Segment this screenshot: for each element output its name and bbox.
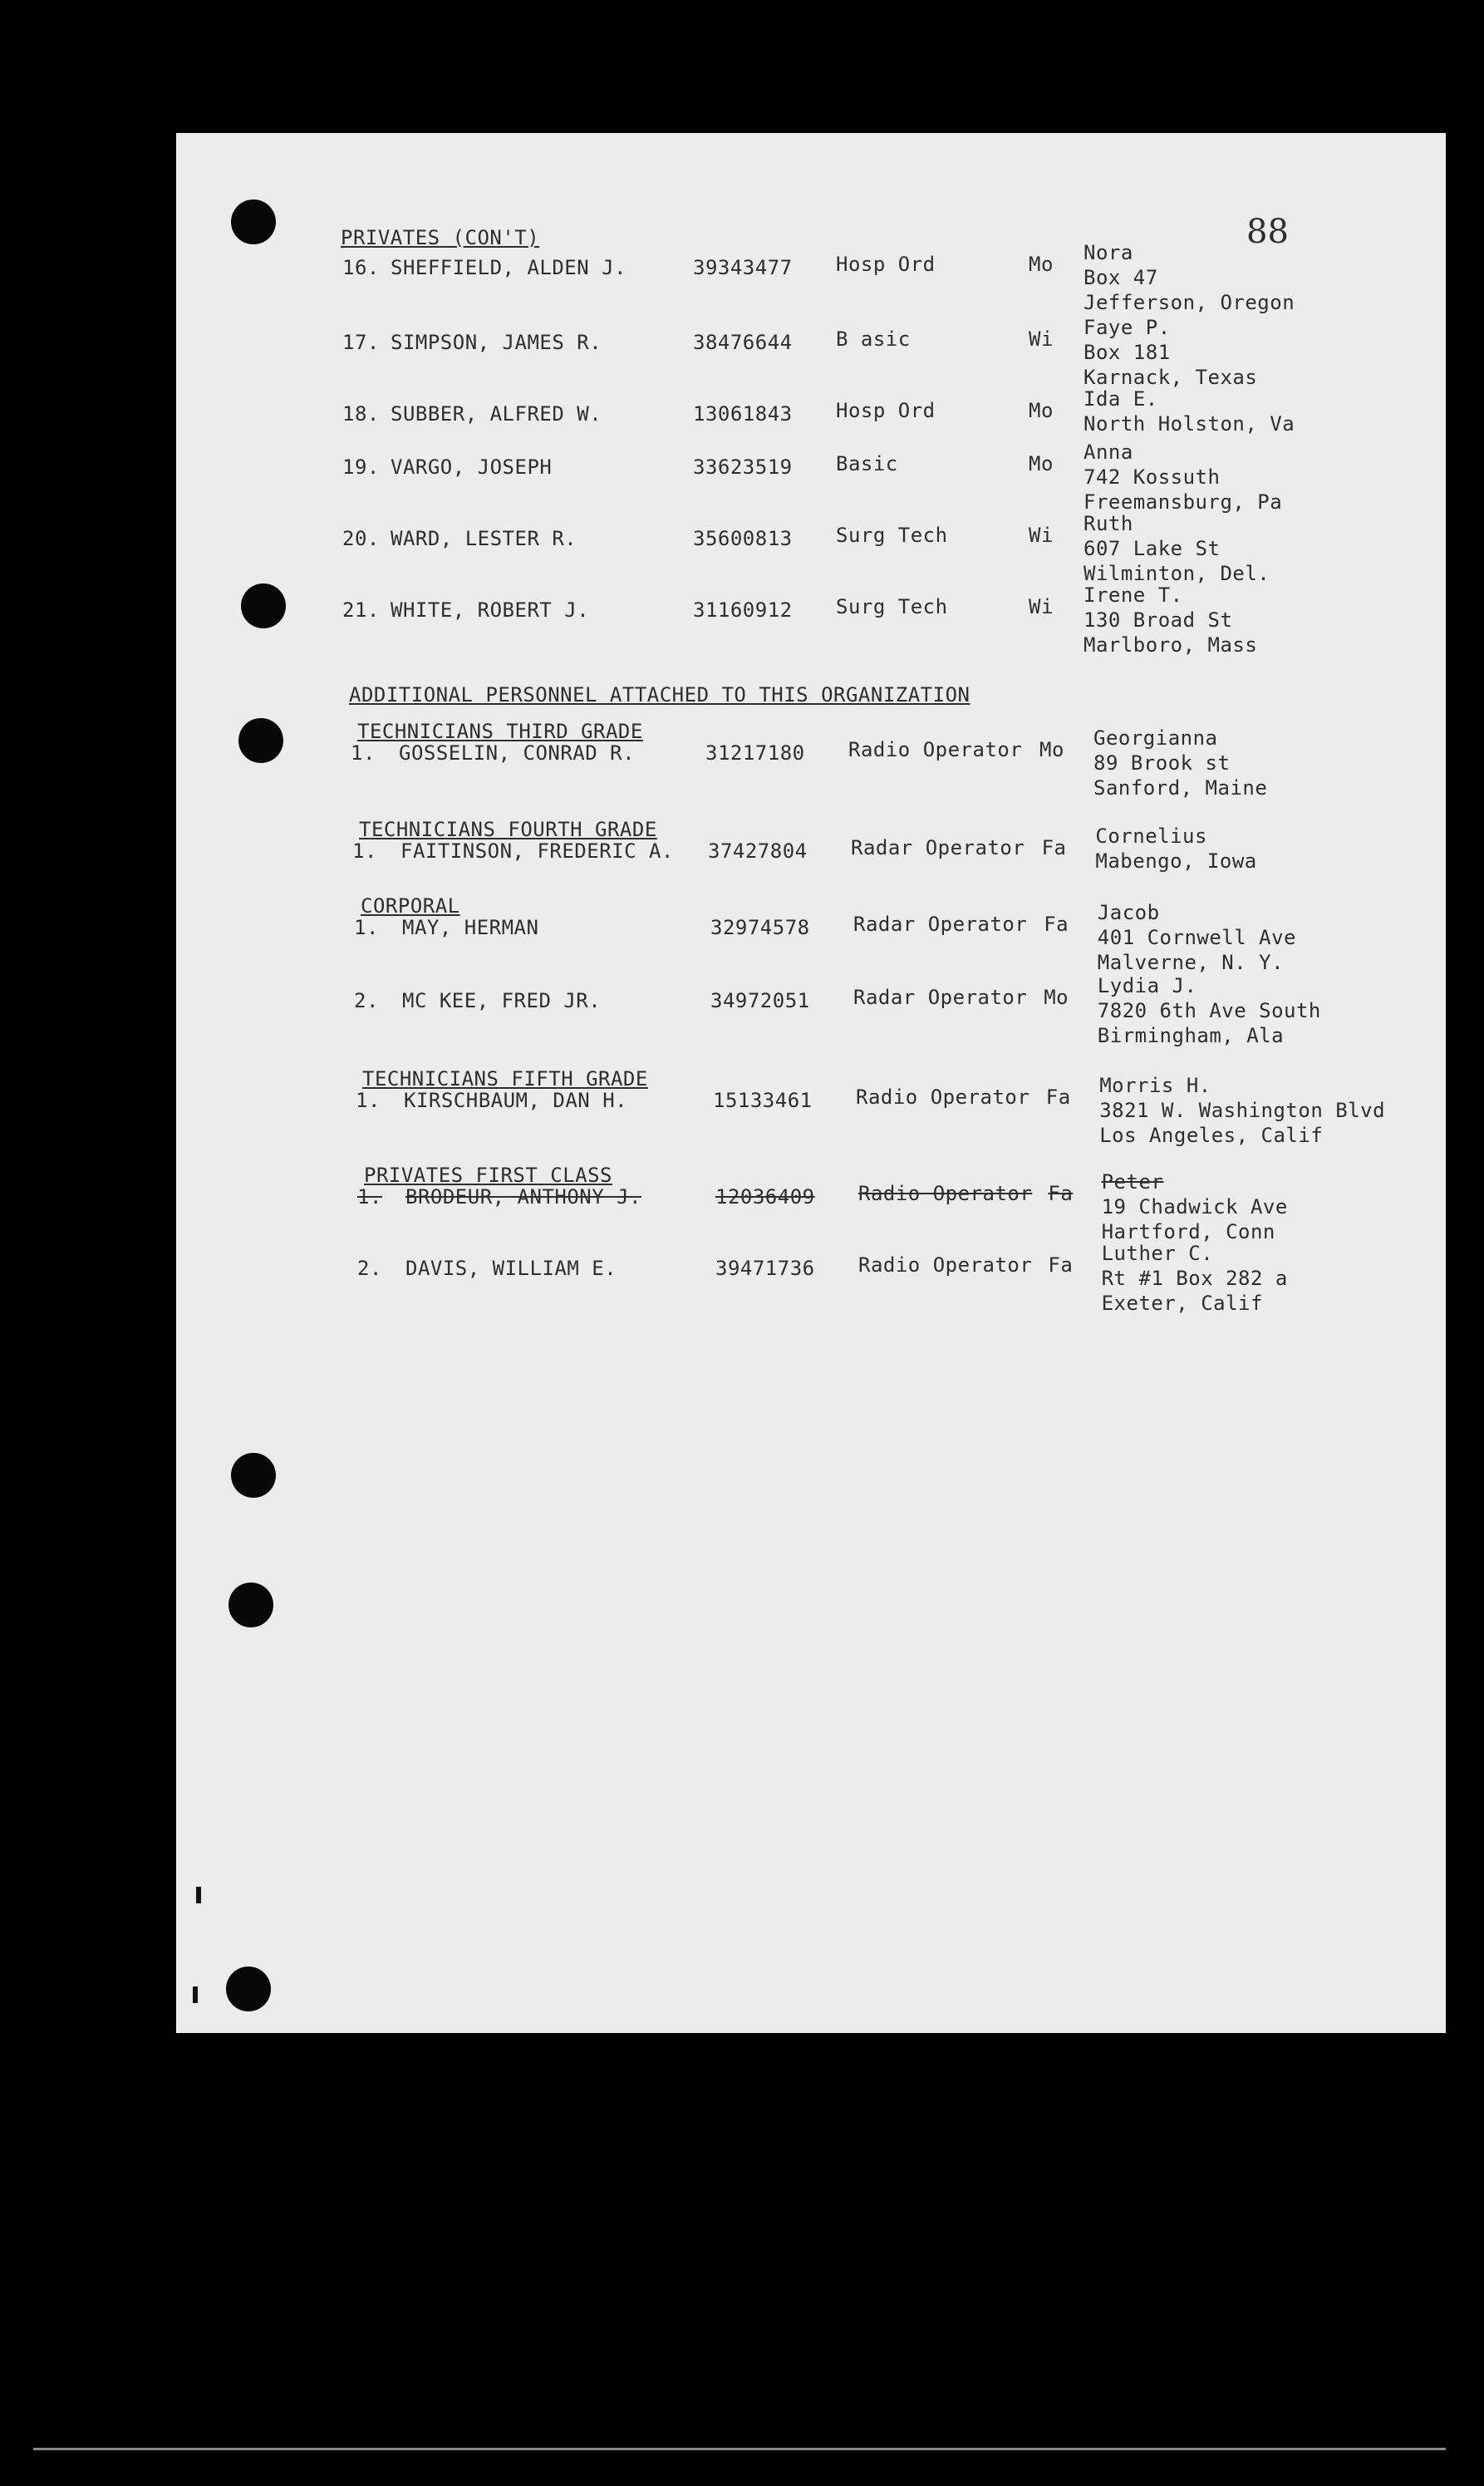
entry-address-line: 401 Cornwell Ave <box>1097 926 1296 949</box>
entry-number: 21. <box>342 598 380 622</box>
entry-relation: Wi <box>1029 327 1054 351</box>
section-heading: PRIVATES (CON'T) <box>341 226 540 249</box>
entry-address-line: Sanford, Maine <box>1093 776 1268 800</box>
entry-serial: 39471736 <box>715 1257 815 1280</box>
entry-address-line: Peter <box>1101 1170 1164 1194</box>
entry-serial: 15133461 <box>713 1089 813 1112</box>
binder-hole <box>228 1583 273 1627</box>
entry-address-line: Freemansburg, Pa <box>1084 490 1283 514</box>
additional-personnel-heading: ADDITIONAL PERSONNEL ATTACHED TO THIS ORGANIZATION <box>349 683 970 706</box>
entry-name: SIMPSON, JAMES R. <box>391 331 602 354</box>
scan-edge-line <box>33 2448 1446 2450</box>
entry-duty: Radar Operator <box>853 913 1028 936</box>
entry-number: 1. <box>357 1185 382 1209</box>
entry-duty: Radio Operator <box>858 1253 1033 1277</box>
entry-number: 18. <box>342 402 380 426</box>
binder-hole <box>238 718 283 763</box>
scan-mark <box>196 1887 201 1903</box>
entry-serial: 34972051 <box>710 989 810 1012</box>
entry-duty: Radar Operator <box>851 836 1025 859</box>
entry-address-line: Exeter, Calif <box>1101 1292 1263 1315</box>
binder-hole <box>226 1967 271 2011</box>
binder-hole <box>231 199 276 244</box>
entry-name: SHEFFIELD, ALDEN J. <box>391 256 627 279</box>
entry-address-line: Lydia J. <box>1097 974 1197 997</box>
entry-address-line: Los Angeles, Calif <box>1099 1124 1324 1147</box>
entry-address-line: Box 181 <box>1084 341 1171 364</box>
entry-name: VARGO, JOSEPH <box>391 455 553 479</box>
entry-relation: Wi <box>1029 524 1054 547</box>
entry-address-line: Morris H. <box>1099 1074 1211 1097</box>
entry-address-line: Jacob <box>1097 901 1160 924</box>
entry-address-line: 3821 W. Washington Blvd <box>1099 1099 1386 1122</box>
entry-address-line: Ruth <box>1084 512 1133 535</box>
entry-duty: Radio Operator <box>848 738 1023 761</box>
rank-heading: PRIVATES FIRST CLASS <box>364 1164 612 1187</box>
entry-address-line: Rt #1 Box 282 a <box>1101 1267 1288 1290</box>
entry-relation: Fa <box>1041 836 1067 859</box>
entry-duty: B asic <box>836 327 911 351</box>
entry-relation: Mo <box>1039 738 1064 761</box>
entry-duty: Radio Operator <box>858 1182 1033 1205</box>
entry-address-line: North Holston, Va <box>1084 412 1295 436</box>
entry-number: 17. <box>342 331 380 354</box>
entry-number: 16. <box>342 256 380 279</box>
entry-number: 20. <box>342 527 380 550</box>
entry-relation: Wi <box>1029 595 1054 618</box>
entry-address-line: Wilminton, Del. <box>1084 562 1270 585</box>
entry-address-line: Faye P. <box>1084 316 1171 339</box>
entry-address-line: 607 Lake St <box>1084 537 1221 560</box>
entry-address-line: 89 Brook st <box>1093 751 1231 775</box>
entry-name: WHITE, ROBERT J. <box>391 598 590 622</box>
entry-relation: Fa <box>1044 913 1069 936</box>
entry-address-line: 742 Kossuth <box>1084 465 1221 489</box>
entry-address-line: Nora <box>1084 241 1133 264</box>
entry-serial: 39343477 <box>693 256 793 279</box>
rank-heading: TECHNICIANS FIFTH GRADE <box>362 1067 648 1090</box>
entry-address-line: Mabengo, Iowa <box>1095 849 1257 873</box>
entry-address-line: Birmingham, Ala <box>1097 1024 1285 1047</box>
entry-name: SUBBER, ALFRED W. <box>391 402 602 426</box>
entry-name: MC KEE, FRED JR. <box>402 989 602 1012</box>
binder-hole <box>231 1453 276 1498</box>
entry-relation: Mo <box>1029 253 1054 276</box>
entry-duty: Surg Tech <box>836 595 948 618</box>
entry-duty: Radar Operator <box>853 986 1028 1009</box>
entry-duty: Surg Tech <box>836 524 948 547</box>
entry-address-line: Hartford, Conn <box>1101 1220 1275 1243</box>
entry-address-line: Box 47 <box>1084 266 1158 289</box>
entry-number: 1. <box>352 839 377 863</box>
scan-mark <box>193 1986 198 2003</box>
entry-number: 1. <box>356 1089 381 1112</box>
entry-number: 19. <box>342 455 380 479</box>
entry-relation: Fa <box>1048 1253 1074 1277</box>
entry-serial: 31160912 <box>693 598 793 622</box>
entry-address-line: Malverne, N. Y. <box>1097 951 1285 974</box>
entry-address-line: Irene T. <box>1084 583 1183 607</box>
entry-name: BRODEUR, ANTHONY J. <box>405 1185 642 1209</box>
entry-relation: Fa <box>1048 1182 1074 1205</box>
rank-heading: TECHNICIANS FOURTH GRADE <box>359 818 657 841</box>
entry-address-line: Georgianna <box>1093 726 1218 750</box>
entry-serial: 35600813 <box>693 527 793 550</box>
entry-serial: 38476644 <box>693 331 793 354</box>
page-number: 88 <box>1246 213 1289 251</box>
entry-address-line: Anna <box>1084 441 1133 464</box>
rank-heading: TECHNICIANS THIRD GRADE <box>357 720 643 743</box>
entry-serial: 13061843 <box>693 402 793 426</box>
entry-address-line: Luther C. <box>1101 1242 1214 1265</box>
entry-duty: Radio Operator <box>856 1085 1030 1109</box>
entry-address-line: Cornelius <box>1095 825 1207 848</box>
entry-name: GOSSELIN, CONRAD R. <box>399 741 636 765</box>
entry-serial: 12036409 <box>715 1185 815 1209</box>
binder-hole <box>241 583 286 628</box>
entry-name: FAITINSON, FREDERIC A. <box>400 839 674 863</box>
entry-number: 2. <box>357 1257 382 1280</box>
entry-address-line: Karnack, Texas <box>1084 366 1258 389</box>
entry-serial: 31217180 <box>705 741 805 765</box>
entry-address-line: 7820 6th Ave South <box>1097 999 1321 1022</box>
entry-relation: Fa <box>1045 1085 1071 1109</box>
entry-duty: Hosp Ord <box>836 253 936 276</box>
entry-number: 2. <box>354 989 379 1012</box>
entry-name: KIRSCHBAUM, DAN H. <box>404 1089 628 1112</box>
entry-name: MAY, HERMAN <box>402 916 539 939</box>
entry-address-line: Ida E. <box>1084 387 1158 411</box>
entry-serial: 33623519 <box>693 455 793 479</box>
entry-address-line: Marlboro, Mass <box>1084 633 1258 657</box>
entry-serial: 32974578 <box>710 916 810 939</box>
entry-relation: Mo <box>1029 452 1054 475</box>
entry-name: WARD, LESTER R. <box>391 527 577 550</box>
entry-serial: 37427804 <box>708 839 808 863</box>
entry-duty: Hosp Ord <box>836 399 936 422</box>
entry-address-line: 130 Broad St <box>1084 608 1233 632</box>
entry-relation: Mo <box>1044 986 1069 1009</box>
entry-address-line: Jefferson, Oregon <box>1084 291 1295 314</box>
entry-number: 1. <box>351 741 376 765</box>
entry-relation: Mo <box>1029 399 1054 422</box>
entry-name: DAVIS, WILLIAM E. <box>405 1257 617 1280</box>
entry-address-line: 19 Chadwick Ave <box>1101 1195 1288 1218</box>
entry-number: 1. <box>354 916 379 939</box>
entry-duty: Basic <box>836 452 898 475</box>
rank-heading: CORPORAL <box>361 894 460 918</box>
